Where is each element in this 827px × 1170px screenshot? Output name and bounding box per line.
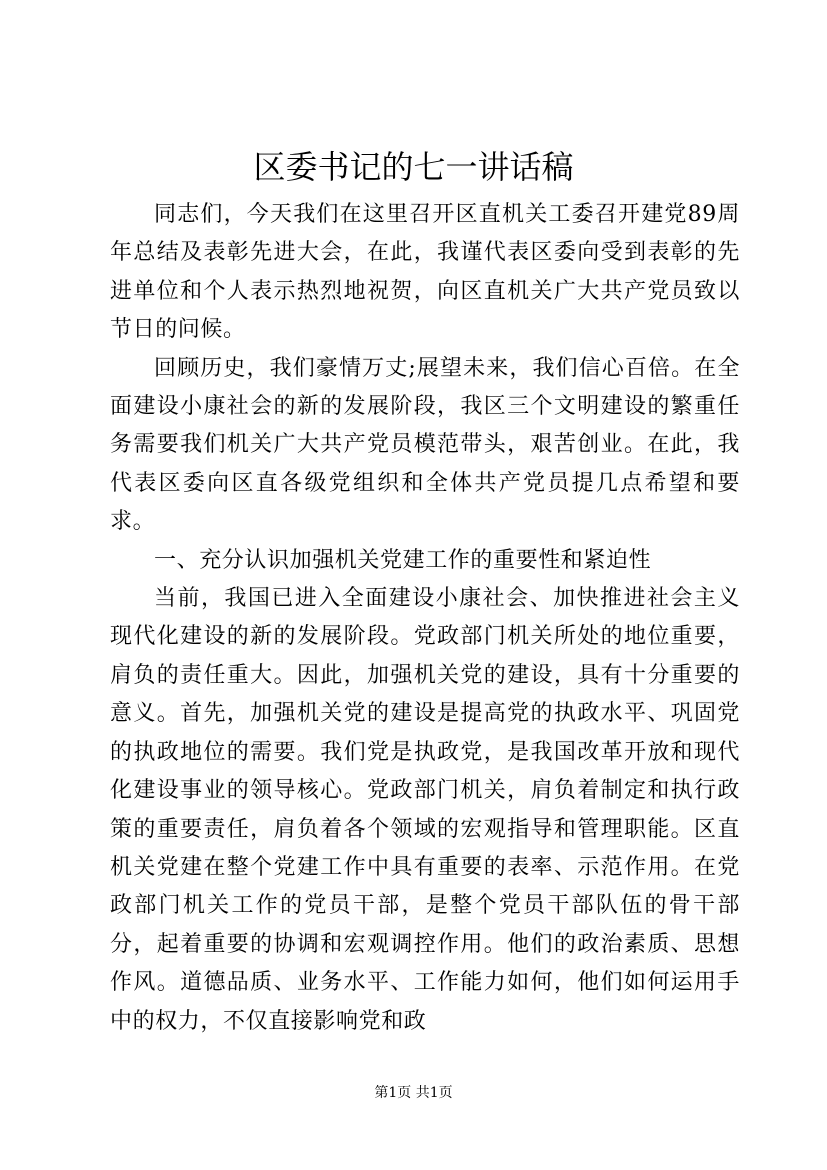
page-footer: 第1页 共1页 <box>374 1085 453 1101</box>
paragraph-review: 回顾历史，我们豪情万丈;展望未来，我们信心百倍。在全面建设小康社会的新的发展阶段，我区三个文明建设的繁重任务需要我们机关广大共产党员模范带头，艰苦创业。在此，我代表区委向区直各级党组织和全体共产党员提几点希望和要求。 <box>110 355 740 535</box>
paragraph-current-situation: 当前，我国已进入全面建设小康社会、加快推进社会主义现代化建设的新的发展阶段。党政部门机关所处的地位重要，肩负的责任重大。因此，加强机关党的建设，具有十分重要的意义。首先，加强机关党的建设是提高党的执政水平、巩固党的执政地位的需要。我们党是执政党，是我国改革开放和现代化建设事业的领导核心。党政部门机关，肩负着制定和执行政策的重要责任，肩负着各个领域的宏观指导和管理职能。区直机关党建在整个党建工作中具有重要的表率、示范作用。在党政部门机关工作的党员干部，是整个党员干部队伍的骨干部分，起着重要的协调和宏观调控作用。他们的政治素质、思想作风。道德品质、业务水平、工作能力如何，他们如何运用手中的权力，不仅直接影响党和政 <box>110 586 740 1034</box>
section-heading-1: 一、充分认识加强机关党建工作的重要性和紧迫性 <box>154 547 652 573</box>
paragraph-greeting: 同志们，今天我们在这里召开区直机关工委召开建党89周年总结及表彰先进大会，在此，我谨代表区委向受到表彰的先进单位和个人表示热烈地祝贺，向区直机关广大共产党员致以节日的问候。 <box>110 202 740 343</box>
document-body <box>110 196 740 1041</box>
document-title: 区委书记的七一讲话稿 <box>253 148 574 186</box>
